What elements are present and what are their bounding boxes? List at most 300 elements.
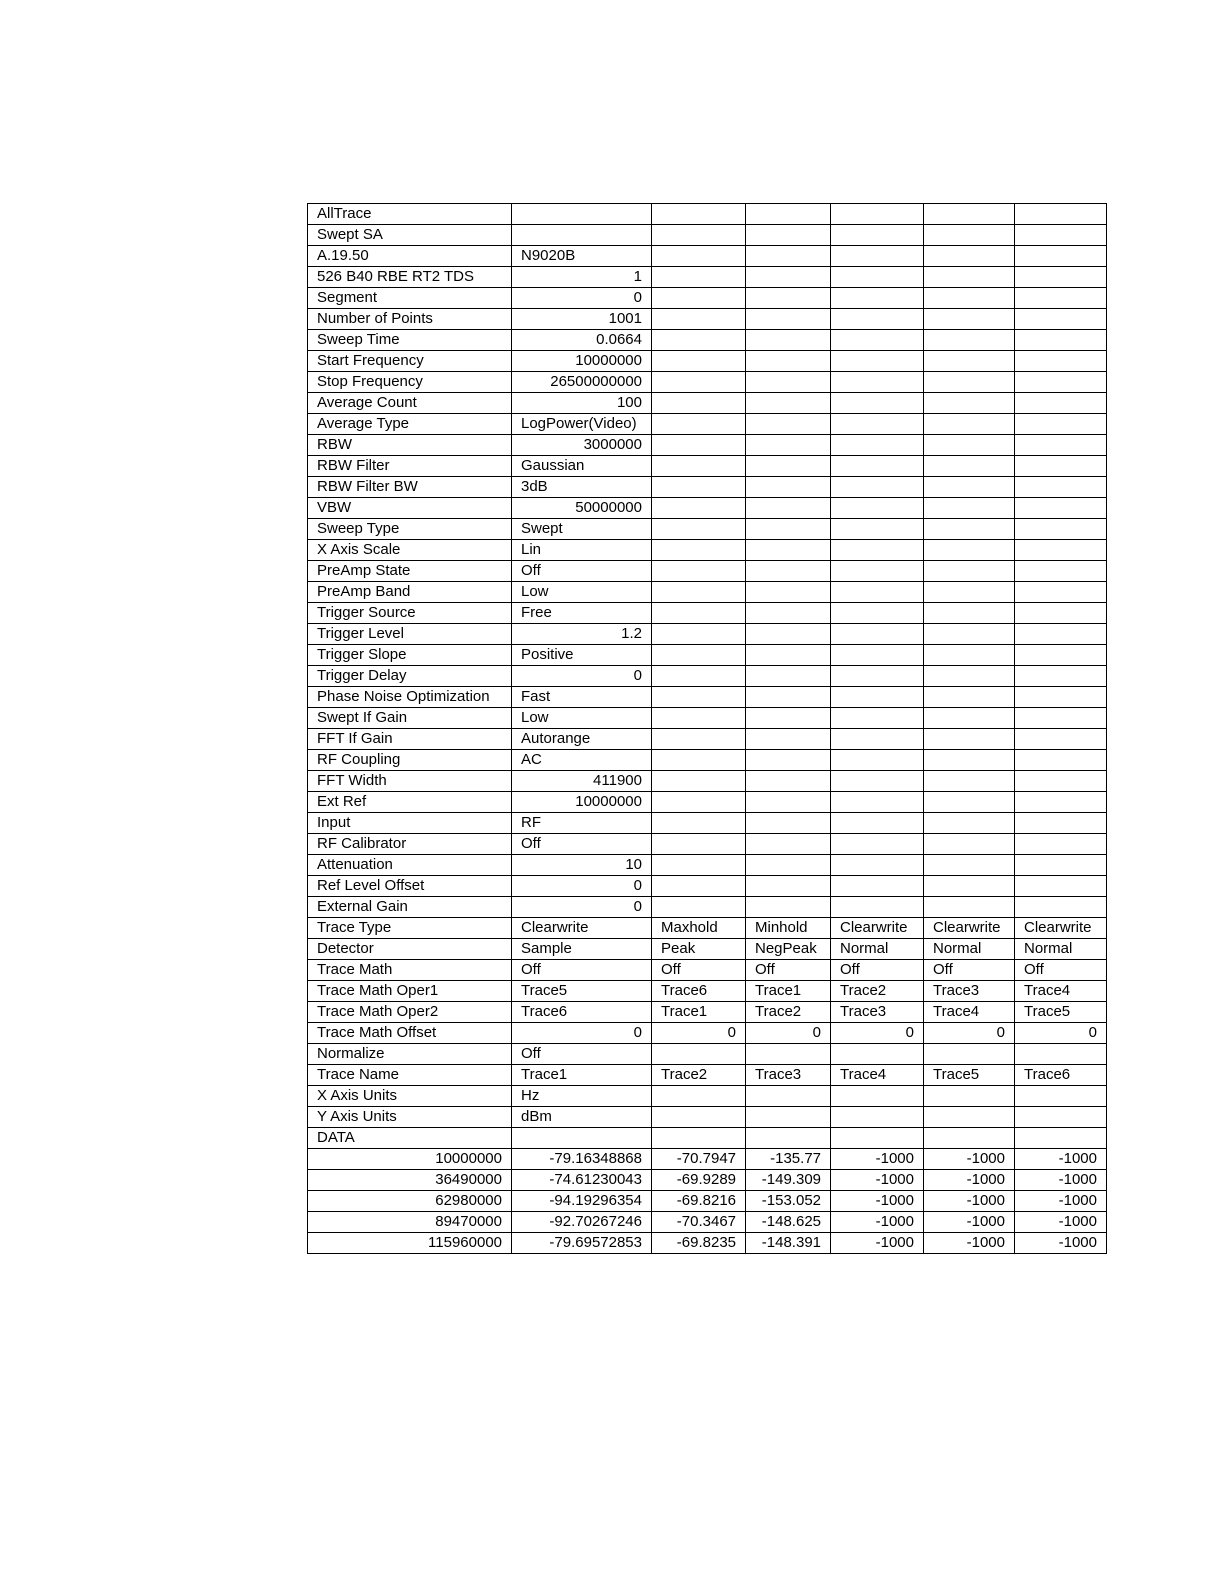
spectrum-trace-table — [307, 203, 1107, 1254]
table-row — [308, 477, 1107, 498]
value-cell: Positive — [512, 645, 652, 666]
value-cell: 50000000 — [512, 498, 652, 519]
value-cell — [1015, 1086, 1107, 1107]
value-cell — [924, 351, 1015, 372]
value-cell — [1015, 477, 1107, 498]
value-cell: dBm — [512, 1107, 652, 1128]
value-cell: Sample — [512, 939, 652, 960]
row-label-cell: Trigger Source — [308, 603, 512, 624]
value-cell — [924, 393, 1015, 414]
value-cell — [1015, 582, 1107, 603]
table-row — [308, 729, 1107, 750]
row-label-cell: FFT If Gain — [308, 729, 512, 750]
value-cell — [652, 687, 746, 708]
table-row — [308, 1191, 1107, 1212]
value-cell — [746, 813, 831, 834]
row-label-cell: RBW Filter BW — [308, 477, 512, 498]
value-cell: Peak — [652, 939, 746, 960]
value-cell — [652, 792, 746, 813]
value-cell — [1015, 435, 1107, 456]
value-cell — [831, 1086, 924, 1107]
value-cell: Clearwrite — [1015, 918, 1107, 939]
row-label-cell: AllTrace — [308, 204, 512, 225]
table-row — [308, 834, 1107, 855]
table-row — [308, 813, 1107, 834]
table-body — [308, 204, 1107, 1254]
value-cell — [652, 561, 746, 582]
value-cell — [652, 1107, 746, 1128]
row-label-cell: Y Axis Units — [308, 1107, 512, 1128]
value-cell — [652, 519, 746, 540]
value-cell: Trace6 — [1015, 1065, 1107, 1086]
value-cell — [831, 225, 924, 246]
value-cell — [1015, 561, 1107, 582]
value-cell: Free — [512, 603, 652, 624]
table-row — [308, 939, 1107, 960]
row-label-cell: X Axis Units — [308, 1086, 512, 1107]
row-label-cell: PreAmp Band — [308, 582, 512, 603]
value-cell — [831, 1044, 924, 1065]
value-cell — [924, 246, 1015, 267]
value-cell — [924, 498, 1015, 519]
row-label-cell: Average Count — [308, 393, 512, 414]
value-cell — [831, 855, 924, 876]
row-label-cell: 10000000 — [308, 1149, 512, 1170]
row-label-cell: Normalize — [308, 1044, 512, 1065]
value-cell — [746, 456, 831, 477]
value-cell — [746, 330, 831, 351]
table-row — [308, 960, 1107, 981]
value-cell: -148.391 — [746, 1233, 831, 1254]
value-cell — [924, 750, 1015, 771]
row-label-cell: Stop Frequency — [308, 372, 512, 393]
row-label-cell: DATA — [308, 1128, 512, 1149]
value-cell — [831, 897, 924, 918]
value-cell — [831, 603, 924, 624]
row-label-cell: Trigger Level — [308, 624, 512, 645]
value-cell: -149.309 — [746, 1170, 831, 1191]
table-row — [308, 330, 1107, 351]
value-cell: Normal — [831, 939, 924, 960]
value-cell: -1000 — [924, 1233, 1015, 1254]
row-label-cell: Input — [308, 813, 512, 834]
value-cell: 10000000 — [512, 792, 652, 813]
value-cell — [1015, 246, 1107, 267]
value-cell: Lin — [512, 540, 652, 561]
value-cell — [831, 414, 924, 435]
value-cell — [746, 498, 831, 519]
value-cell — [1015, 645, 1107, 666]
value-cell — [924, 729, 1015, 750]
value-cell — [924, 582, 1015, 603]
value-cell — [746, 1128, 831, 1149]
value-cell — [831, 330, 924, 351]
value-cell — [1015, 687, 1107, 708]
value-cell — [1015, 204, 1107, 225]
value-cell — [1015, 372, 1107, 393]
value-cell — [652, 246, 746, 267]
value-cell — [924, 477, 1015, 498]
row-label-cell: Start Frequency — [308, 351, 512, 372]
value-cell — [746, 708, 831, 729]
row-label-cell: RBW Filter — [308, 456, 512, 477]
value-cell: LogPower(Video) — [512, 414, 652, 435]
row-label-cell: Trace Math Offset — [308, 1023, 512, 1044]
value-cell: -69.8216 — [652, 1191, 746, 1212]
value-cell — [924, 708, 1015, 729]
value-cell: 3dB — [512, 477, 652, 498]
value-cell — [1015, 771, 1107, 792]
row-label-cell: Trace Math Oper1 — [308, 981, 512, 1002]
value-cell — [1015, 1128, 1107, 1149]
value-cell — [746, 393, 831, 414]
value-cell — [652, 624, 746, 645]
value-cell: Off — [512, 1044, 652, 1065]
value-cell: Off — [652, 960, 746, 981]
value-cell — [652, 351, 746, 372]
row-label-cell: Phase Noise Optimization — [308, 687, 512, 708]
value-cell — [924, 1044, 1015, 1065]
value-cell — [512, 204, 652, 225]
value-cell — [831, 267, 924, 288]
value-cell — [924, 519, 1015, 540]
value-cell: Normal — [924, 939, 1015, 960]
table-row — [308, 456, 1107, 477]
value-cell: -1000 — [924, 1191, 1015, 1212]
value-cell — [652, 267, 746, 288]
value-cell — [831, 288, 924, 309]
value-cell — [652, 330, 746, 351]
value-cell — [924, 855, 1015, 876]
value-cell: Clearwrite — [924, 918, 1015, 939]
value-cell: -1000 — [1015, 1212, 1107, 1233]
row-label-cell: RBW — [308, 435, 512, 456]
value-cell — [1015, 498, 1107, 519]
value-cell — [1015, 876, 1107, 897]
value-cell — [1015, 729, 1107, 750]
row-label-cell: 89470000 — [308, 1212, 512, 1233]
row-label-cell: A.19.50 — [308, 246, 512, 267]
value-cell: Trace3 — [924, 981, 1015, 1002]
value-cell: -69.8235 — [652, 1233, 746, 1254]
value-cell — [652, 750, 746, 771]
value-cell — [924, 645, 1015, 666]
table-row — [308, 855, 1107, 876]
value-cell — [831, 519, 924, 540]
value-cell: -1000 — [924, 1170, 1015, 1191]
value-cell: RF — [512, 813, 652, 834]
value-cell — [746, 750, 831, 771]
row-label-cell: Segment — [308, 288, 512, 309]
value-cell — [924, 540, 1015, 561]
value-cell: Trace5 — [1015, 1002, 1107, 1023]
value-cell — [652, 1044, 746, 1065]
value-cell — [1015, 330, 1107, 351]
value-cell — [652, 435, 746, 456]
value-cell — [652, 897, 746, 918]
value-cell: -1000 — [1015, 1149, 1107, 1170]
value-cell: Normal — [1015, 939, 1107, 960]
value-cell — [746, 435, 831, 456]
value-cell — [746, 624, 831, 645]
value-cell — [652, 645, 746, 666]
value-cell — [652, 666, 746, 687]
table-row — [308, 519, 1107, 540]
value-cell — [652, 708, 746, 729]
row-label-cell: Trace Name — [308, 1065, 512, 1086]
value-cell — [746, 204, 831, 225]
value-cell — [652, 498, 746, 519]
value-cell — [652, 855, 746, 876]
row-label-cell: Trigger Delay — [308, 666, 512, 687]
value-cell: 26500000000 — [512, 372, 652, 393]
row-label-cell: FFT Width — [308, 771, 512, 792]
value-cell — [924, 288, 1015, 309]
row-label-cell: Detector — [308, 939, 512, 960]
value-cell: Trace1 — [746, 981, 831, 1002]
value-cell — [1015, 351, 1107, 372]
value-cell: -79.16348868 — [512, 1149, 652, 1170]
value-cell: 1 — [512, 267, 652, 288]
value-cell: 0 — [512, 897, 652, 918]
value-cell — [924, 1128, 1015, 1149]
value-cell: Off — [512, 834, 652, 855]
value-cell — [746, 288, 831, 309]
value-cell — [1015, 519, 1107, 540]
value-cell — [746, 897, 831, 918]
value-cell — [831, 834, 924, 855]
value-cell — [1015, 288, 1107, 309]
table-row — [308, 1233, 1107, 1254]
value-cell: 0 — [652, 1023, 746, 1044]
value-cell — [831, 624, 924, 645]
row-label-cell: RF Coupling — [308, 750, 512, 771]
value-cell — [831, 645, 924, 666]
value-cell — [924, 813, 1015, 834]
row-label-cell: 115960000 — [308, 1233, 512, 1254]
value-cell: N9020B — [512, 246, 652, 267]
value-cell: 0.0664 — [512, 330, 652, 351]
value-cell — [652, 477, 746, 498]
table-row — [308, 1212, 1107, 1233]
value-cell: Maxhold — [652, 918, 746, 939]
table-row — [308, 540, 1107, 561]
value-cell — [746, 603, 831, 624]
table-row — [308, 351, 1107, 372]
value-cell — [924, 1107, 1015, 1128]
value-cell — [746, 855, 831, 876]
value-cell — [652, 372, 746, 393]
value-cell: 0 — [512, 288, 652, 309]
value-cell: Fast — [512, 687, 652, 708]
row-label-cell: Sweep Time — [308, 330, 512, 351]
table-row — [308, 645, 1107, 666]
value-cell — [924, 771, 1015, 792]
value-cell — [652, 771, 746, 792]
value-cell — [746, 309, 831, 330]
value-cell — [924, 309, 1015, 330]
value-cell — [746, 267, 831, 288]
row-label-cell: Attenuation — [308, 855, 512, 876]
value-cell: Trace5 — [924, 1065, 1015, 1086]
value-cell — [831, 204, 924, 225]
value-cell — [1015, 834, 1107, 855]
value-cell — [746, 540, 831, 561]
table-row — [308, 876, 1107, 897]
row-label-cell: 526 B40 RBE RT2 TDS — [308, 267, 512, 288]
value-cell — [746, 792, 831, 813]
value-cell: Trace6 — [652, 981, 746, 1002]
value-cell — [1015, 414, 1107, 435]
value-cell — [746, 771, 831, 792]
value-cell — [831, 540, 924, 561]
value-cell — [831, 393, 924, 414]
value-cell — [746, 582, 831, 603]
value-cell — [1015, 624, 1107, 645]
table-row — [308, 1128, 1107, 1149]
value-cell — [1015, 456, 1107, 477]
value-cell — [1015, 897, 1107, 918]
table-row — [308, 309, 1107, 330]
table-row — [308, 1044, 1107, 1065]
value-cell — [831, 1107, 924, 1128]
value-cell — [831, 750, 924, 771]
value-cell — [1015, 540, 1107, 561]
value-cell: -1000 — [924, 1149, 1015, 1170]
value-cell: Trace4 — [1015, 981, 1107, 1002]
value-cell — [1015, 309, 1107, 330]
value-cell — [1015, 666, 1107, 687]
value-cell: Off — [512, 561, 652, 582]
value-cell: 0 — [831, 1023, 924, 1044]
value-cell — [831, 435, 924, 456]
value-cell: 1.2 — [512, 624, 652, 645]
table-row — [308, 603, 1107, 624]
value-cell — [924, 666, 1015, 687]
value-cell — [1015, 708, 1107, 729]
value-cell: -153.052 — [746, 1191, 831, 1212]
table-row — [308, 1023, 1107, 1044]
value-cell — [652, 225, 746, 246]
value-cell: 3000000 — [512, 435, 652, 456]
value-cell: 0 — [924, 1023, 1015, 1044]
table-row — [308, 288, 1107, 309]
value-cell: -92.70267246 — [512, 1212, 652, 1233]
value-cell: -70.7947 — [652, 1149, 746, 1170]
row-label-cell: Trace Math — [308, 960, 512, 981]
value-cell — [831, 687, 924, 708]
value-cell: -1000 — [831, 1170, 924, 1191]
value-cell — [831, 813, 924, 834]
value-cell: Trace1 — [652, 1002, 746, 1023]
value-cell: 10 — [512, 855, 652, 876]
value-cell — [652, 204, 746, 225]
value-cell: -1000 — [1015, 1233, 1107, 1254]
value-cell — [924, 414, 1015, 435]
table-row — [308, 1086, 1107, 1107]
row-label-cell: Sweep Type — [308, 519, 512, 540]
value-cell — [831, 498, 924, 519]
value-cell: Trace3 — [831, 1002, 924, 1023]
value-cell: Off — [746, 960, 831, 981]
value-cell — [746, 666, 831, 687]
value-cell: Swept — [512, 519, 652, 540]
table-row — [308, 687, 1107, 708]
value-cell: -135.77 — [746, 1149, 831, 1170]
row-label-cell: Swept SA — [308, 225, 512, 246]
value-cell: -1000 — [831, 1212, 924, 1233]
value-cell — [746, 246, 831, 267]
value-cell: Trace2 — [746, 1002, 831, 1023]
value-cell — [924, 267, 1015, 288]
value-cell — [924, 687, 1015, 708]
value-cell — [746, 687, 831, 708]
value-cell — [652, 813, 746, 834]
value-cell: Off — [1015, 960, 1107, 981]
value-cell — [512, 1128, 652, 1149]
row-label-cell: PreAmp State — [308, 561, 512, 582]
value-cell — [924, 372, 1015, 393]
value-cell: Minhold — [746, 918, 831, 939]
value-cell — [652, 876, 746, 897]
table-row — [308, 918, 1107, 939]
row-label-cell: Swept If Gain — [308, 708, 512, 729]
value-cell: Clearwrite — [512, 918, 652, 939]
value-cell: -74.61230043 — [512, 1170, 652, 1191]
value-cell — [924, 456, 1015, 477]
value-cell — [831, 1128, 924, 1149]
value-cell: 0 — [746, 1023, 831, 1044]
value-cell: -1000 — [1015, 1170, 1107, 1191]
value-cell — [1015, 750, 1107, 771]
row-label-cell: Ref Level Offset — [308, 876, 512, 897]
value-cell: Low — [512, 582, 652, 603]
value-cell — [652, 540, 746, 561]
value-cell — [924, 330, 1015, 351]
table-row — [308, 1002, 1107, 1023]
row-label-cell: Trace Math Oper2 — [308, 1002, 512, 1023]
table-row — [308, 246, 1107, 267]
value-cell: NegPeak — [746, 939, 831, 960]
value-cell — [924, 561, 1015, 582]
value-cell: -1000 — [831, 1191, 924, 1212]
value-cell — [924, 1086, 1015, 1107]
value-cell: Off — [831, 960, 924, 981]
value-cell: -1000 — [924, 1212, 1015, 1233]
table-row — [308, 561, 1107, 582]
value-cell — [924, 624, 1015, 645]
value-cell — [924, 603, 1015, 624]
value-cell: Trace4 — [924, 1002, 1015, 1023]
value-cell: Trace1 — [512, 1065, 652, 1086]
value-cell — [746, 519, 831, 540]
value-cell: Clearwrite — [831, 918, 924, 939]
value-cell — [1015, 855, 1107, 876]
table-row — [308, 708, 1107, 729]
value-cell — [652, 729, 746, 750]
table-row — [308, 225, 1107, 246]
value-cell — [924, 834, 1015, 855]
table-row — [308, 1149, 1107, 1170]
value-cell: Trace2 — [652, 1065, 746, 1086]
value-cell — [831, 582, 924, 603]
table-row — [308, 771, 1107, 792]
table-row — [308, 372, 1107, 393]
value-cell: Hz — [512, 1086, 652, 1107]
row-label-cell: Trace Type — [308, 918, 512, 939]
value-cell: Autorange — [512, 729, 652, 750]
value-cell — [746, 414, 831, 435]
